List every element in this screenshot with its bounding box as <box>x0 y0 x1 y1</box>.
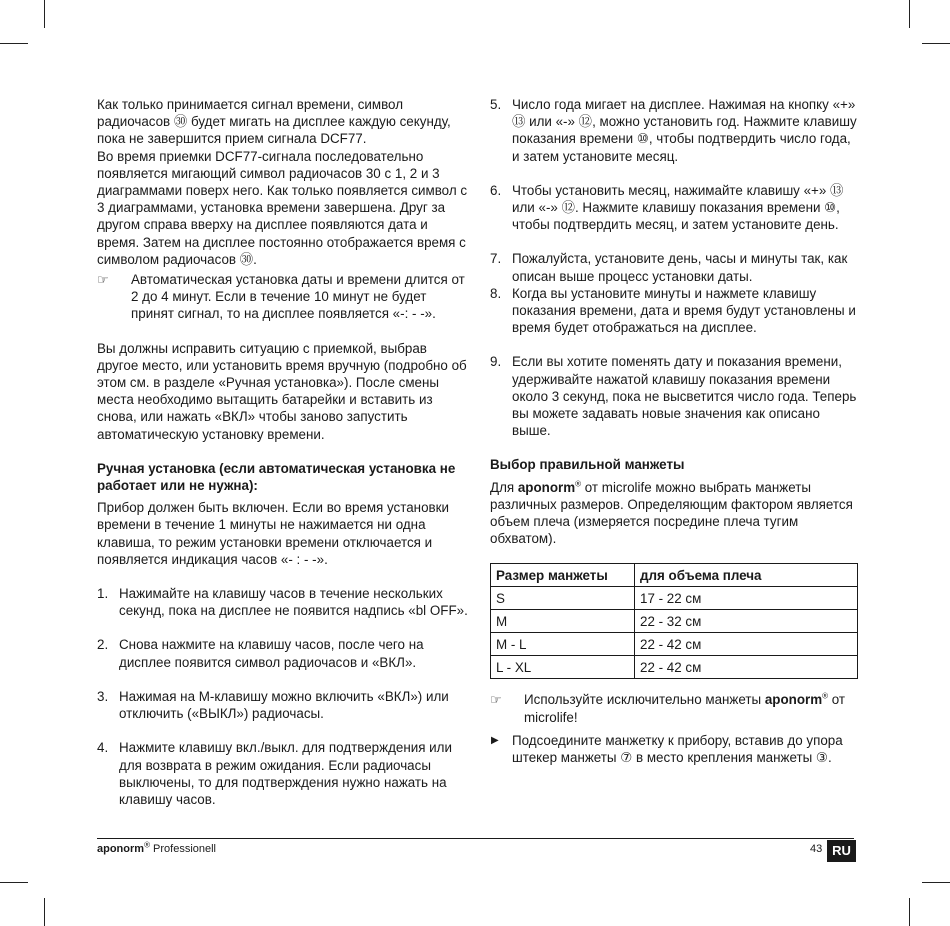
bullet-connect-cuff <box>490 732 860 766</box>
step-text: Если вы хотите поменять дату и показания времени, удерживайте нажатой клавишу показания времени около 3 секунд, пока не высветится число года. Теперь вы можете задавать новые значения как описано выше. <box>512 354 857 439</box>
table-row <box>491 587 858 610</box>
table-row <box>491 656 858 679</box>
step-number: 8. <box>490 285 502 301</box>
step-text: Нажимая на M-клавишу можно включить «ВКЛ») или отключить («ВЫКЛ») радиочасы. <box>119 688 449 722</box>
table-header-cell: Размер манжеты <box>491 564 635 587</box>
brand-name: aponorm <box>764 692 823 708</box>
crop-mark <box>44 898 45 926</box>
list-item <box>97 585 469 619</box>
list-item <box>97 739 469 808</box>
paragraph-dcf77: Во время приемки DCF77-сигнала последовательно появляется мигающий символ радиочасов 30 с 1, 2 и 3 диаграммами поверх него. Как только появляется символ с 3 диаграммами, установка времени завершена. Друг за другом справа вверху на дисплее появляются дата и время. Затем на дисплее постоянно отображается время с символом радиочасов ㉚. <box>97 148 468 267</box>
crop-mark <box>0 43 28 44</box>
registered-mark: ® <box>575 479 582 489</box>
paragraph-cuff-intro <box>490 479 860 548</box>
left-column <box>97 96 469 808</box>
step-number: 6. <box>490 182 502 198</box>
table-cell: 22 - 42 см <box>635 633 858 656</box>
list-item <box>490 250 860 284</box>
step-text: Снова нажмите на клавишу часов, после чего на дисплее появится символ радиочасов и «ВКЛ». <box>119 637 424 670</box>
crop-mark <box>44 0 45 28</box>
crop-mark <box>909 898 910 926</box>
brand-name: aponorm <box>517 479 576 495</box>
note-text <box>524 691 860 725</box>
list-item <box>97 688 469 722</box>
list-item <box>490 353 860 439</box>
table-cell: M - L <box>491 633 635 656</box>
footer-brand <box>97 840 217 855</box>
table-cell: 17 - 22 см <box>635 587 858 610</box>
note-text: Автоматическая установка даты и времени длится от 2 до 4 минут. Если в течение 10 минут не будет принят сигнал, то на дисплее появляется «-: - -». <box>131 272 465 322</box>
paragraph-radio-signal: Как только принимается сигнал времени, символ радиочасов ㉚ будет мигать на дисплее каждую секунду, пока не завершится прием сигнала DCF77. <box>97 97 451 147</box>
section-heading-cuff: Выбор правильной манжеты <box>490 457 685 473</box>
triangle-bullet-icon: ▶ <box>491 734 499 746</box>
note-auto-setup <box>97 271 469 323</box>
table-cell: S <box>491 587 635 610</box>
pointing-hand-icon: ☞ <box>97 272 109 288</box>
crop-mark <box>909 0 910 28</box>
cuff-size-table <box>490 563 858 679</box>
step-number: 5. <box>490 97 502 112</box>
step-number: 4. <box>97 740 109 756</box>
list-item <box>97 636 469 670</box>
step-text: Число года мигает на дисплее. Нажимая на кнопку «+» ⑬ или «-» ⑫, можно установить год. Нажмите клавишу показания времени ⑩, чтобы подтвердить число года, и затем установите месяц. <box>512 97 857 164</box>
table-cell: M <box>491 610 635 633</box>
paragraph-fix-reception: Вы должны исправить ситуацию с приемкой, выбрав другое место, или установить время вручную (подробно об этом см. в разделе «Ручная установка»). После смены места необходимо вытащить батарейки и вставить из снова, или нажать «ВКЛ» чтобы заново запустить автоматическую установку времени. <box>97 340 467 442</box>
steps-list-left <box>97 585 469 808</box>
product-name: Professionell <box>149 843 217 855</box>
note-post: от microlife! <box>524 692 846 725</box>
step-number: 9. <box>490 354 502 370</box>
step-text: Когда вы установите минуты и нажмете клавишу показания времени, дата и время будут установлены и время будет отображаться на дисплее. <box>512 285 856 336</box>
step-text: Нажимайте на клавишу часов в течение нескольких секунд, пока на дисплее не появится надпись «bl OFF». <box>119 586 468 619</box>
cuff-text-pre: Для <box>490 479 518 495</box>
table-row <box>491 610 858 633</box>
step-text: Нажмите клавишу вкл./выкл. для подтверждения или для возврата в режим ожидания. Если радиочасы выключены, то для подтверждения нужно нажать на клавишу часов. <box>119 740 452 807</box>
step-number: 7. <box>490 251 502 267</box>
cuff-text-post: от microlife можно выбрать манжеты различных размеров. Определяющим фактором является объем плеча (измеряется посредине плеча тугим обхватом). <box>490 479 853 547</box>
table-header-cell: для объема плеча <box>635 564 858 587</box>
list-item <box>490 96 860 165</box>
step-number: 2. <box>97 637 109 653</box>
table-cell: 22 - 32 см <box>635 610 858 633</box>
step-text: Пожалуйста, установите день, часы и минуты так, как описан выше процесс установки даты. <box>512 251 848 284</box>
language-badge: RU <box>827 840 856 862</box>
crop-mark <box>0 882 28 883</box>
pointing-hand-icon: ☞ <box>490 692 502 708</box>
steps-list-right <box>490 96 860 439</box>
step-number: 3. <box>97 688 109 704</box>
table-cell: 22 - 42 см <box>635 656 858 679</box>
registered-mark: ® <box>144 840 150 850</box>
table-row <box>491 633 858 656</box>
table-header-row <box>491 564 858 587</box>
step-text: Чтобы установить месяц, нажимайте клавишу «+» ⑬ или «-» ⑫. Нажмите клавишу показания времени ⑩, чтобы подтвердить месяц, и затем установите день. <box>512 182 844 233</box>
bullet-text: Подсоедините манжетку к прибору, вставив до упора штекер манжеты ⑦ в место крепления манжеты ③. <box>512 732 843 766</box>
note-pre: Используйте исключительно манжеты <box>524 692 765 708</box>
list-item <box>490 285 860 337</box>
note-use-cuffs <box>490 691 860 725</box>
list-item <box>490 182 860 234</box>
step-number: 1. <box>97 586 109 602</box>
section-heading-manual: Ручная установка (если автоматическая установка не работает или не нужна): <box>97 460 456 494</box>
right-column <box>490 96 860 766</box>
crop-mark <box>922 882 950 883</box>
page-number: 43 <box>810 843 823 855</box>
footer-divider <box>97 838 854 839</box>
brand-name: aponorm <box>97 843 145 855</box>
table-cell: L - XL <box>491 656 635 679</box>
crop-mark <box>922 43 950 44</box>
paragraph-manual-intro: Прибор должен быть включен. Если во время установки времени в течение 1 минуты не нажимается ни одна клавиша, то режим установки времени отключается и появляется индикация часов «- : - -». <box>97 500 449 567</box>
registered-mark: ® <box>822 692 829 701</box>
